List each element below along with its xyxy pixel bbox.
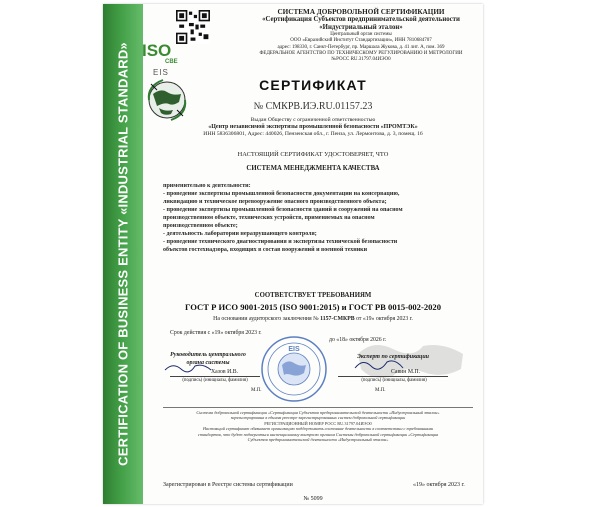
header-system-name: СИСТЕМА ДОБРОВОЛЬНОЙ СЕРТИФИКАЦИИ — [277, 8, 445, 16]
iso-logo-text: ISO — [142, 41, 172, 60]
certificate-number: № СМКРВ.ИЭ.RU.01157.23 — [253, 101, 373, 112]
audit-report-number: 1157-СМКРВ — [320, 316, 355, 322]
audit-basis-prefix: На основании аудиторского заключения № — [213, 316, 319, 322]
activity-line: - проведение технического диагностирования и экспертизы технической безопасности — [163, 239, 398, 245]
management-system-name: СИСТЕМА МЕНЕДЖМЕНТА КАЧЕСТВА — [246, 165, 380, 172]
standards-list: ГОСТ Р ИСО 9001-2015 (ISO 9001:2015) и ГОСТ РВ 0015-002-2020 — [184, 302, 442, 312]
activity-line: применительно к деятельности: — [163, 183, 251, 189]
certification-seal-icon — [260, 335, 328, 403]
activity-line: - проведение экспертизы промышленной безопасности документации на консервацию, — [163, 191, 400, 197]
issued-to-block — [153, 117, 473, 138]
right-signatory-name: Савин М.П. — [391, 369, 421, 375]
audit-basis — [143, 316, 483, 322]
right-signatory-title: Эксперт по сертификации — [356, 354, 429, 360]
audit-basis-date: от «19» октября 2023 г. — [356, 316, 413, 322]
left-signatory-title-1: Руководитель центрального — [170, 352, 246, 358]
footer-obligation-2: стандартов, что будет подвергаться инспекционному контролю органом Системы добровольной сертификации «Сертификация — [197, 431, 439, 437]
certificate-page — [103, 4, 483, 504]
activity-line: - проведение экспертизы промышленной безопасности зданий и сооружений на опасном — [163, 207, 403, 213]
footer-obligation-3: Субъектов предпринимательской деятельности «Индустриальный эталон» — [247, 437, 389, 443]
stamp-place-label: М.П. — [251, 388, 262, 393]
certifies-statement: НАСТОЯЩИЙ СЕРТИФИКАТ УДОСТОВЕРЯЕТ, ЧТО — [237, 151, 389, 158]
footer-system-name: Система добровольной сертификации «Сертификация Субъектов предпринимательской деятельности «Индустриальный эталон» — [196, 410, 440, 415]
header-system-brand: «Индустриальный эталон» — [319, 24, 403, 31]
stamp-place-label: М.П. — [375, 388, 386, 393]
validity-from: Срок действия с «19» октября 2023 г. — [170, 330, 262, 336]
header-system-subtitle: «Сертификация Субъектов предпринимательской деятельности — [262, 16, 460, 23]
header-organization: ООО «Евразийский Институт Стандартизации», ИНН 7810684707 — [290, 38, 432, 44]
validity-to: до «18» октября 2026 г. — [329, 337, 387, 343]
registry-number: № 5099 — [303, 496, 323, 502]
activity-line: - деятельность лаборатории неразрушающего контроля; — [163, 231, 317, 237]
left-signature-line — [170, 376, 260, 377]
header-agency: ФЕДЕРАЛЬНОЕ АГЕНТСТВО ПО ТЕХНИЧЕСКОМУ РЕГУЛИРОВАНИЮ И МЕТРОЛОГИИ — [259, 50, 463, 56]
qr-code-icon — [176, 10, 210, 44]
header-address: адрес: 198330, г. Санкт-Петербург, пр. Маршала Жукова, д. 41 лит. А, пом. 369 — [277, 44, 445, 50]
activity-line: производственном объекте; — [163, 223, 238, 229]
conforms-heading: СООТВЕТСТВУЕТ ТРЕБОВАНИЯМ — [254, 292, 372, 299]
header-registration: №РОСС RU.31797.04ИЭО0 — [331, 57, 391, 63]
footer-registration-number: РЕГИСТРАЦИОННЫЙ НОМЕР РОСС RU.31797.04ИЭО0 — [264, 420, 372, 426]
certification-body-header — [243, 8, 479, 63]
certificate-title: СЕРТИФИКАТ — [259, 77, 367, 93]
footer-obligation-1: Настоящий сертификат обязывает организацию поддерживать состояние деятельности в соответствии с требованиями — [202, 426, 434, 432]
registry-label: Зарегистрирован в Реестре системы сертификации — [163, 482, 293, 488]
right-signature-line — [338, 376, 448, 377]
sidebar-caption: CERTIFICATION OF BUSINESS ENTITY «INDUSTRIAL STANDARD» — [115, 42, 131, 466]
footer-registry-note: зарегистрирована в едином реестре зарегистрированных систем добровольной сертификации — [230, 415, 406, 421]
issued-to-intro: Выдан Обществу с ограниченной ответственностью — [250, 117, 376, 123]
seal-text: EIS — [288, 346, 300, 353]
right-signature-caption: (подпись) (инициалы, фамилия) — [361, 378, 427, 383]
activities-list — [163, 182, 463, 254]
activity-line: производственном объекте, технических устройств, применяемых на опасном — [163, 215, 375, 221]
registry-date: «19» октября 2023 г. — [413, 482, 465, 488]
certificate-footer — [163, 410, 473, 442]
left-signatory-title-2: органа системы — [186, 360, 230, 366]
eis-label: EIS — [153, 68, 169, 77]
left-signatory-name: Хазов И.В. — [211, 369, 239, 375]
issued-to-company: «Центр независимой экспертизы промышленной безопасности «ПРОМТЭК» — [208, 124, 418, 130]
activity-line: объектов гостехнадзора, входящих в состав вооружений и военной техники — [163, 247, 368, 253]
certificate-sidebar — [103, 4, 143, 504]
cbe-logo-text: CBE — [165, 59, 178, 65]
header-central-body: Центральный орган системы — [330, 32, 392, 37]
issued-to-details: ИНН 5836306801, Адрес: 440026, Пензенская обл., г. Пенза, ул. Лермонтова, д. 3, помещ. 16 — [203, 131, 423, 137]
activity-line: ликвидацию и техническое перевооружение опасного производственного объекта; — [163, 199, 387, 205]
footer-divider — [163, 407, 473, 408]
left-signature-caption: (подпись) (инициалы, фамилия) — [182, 378, 248, 383]
